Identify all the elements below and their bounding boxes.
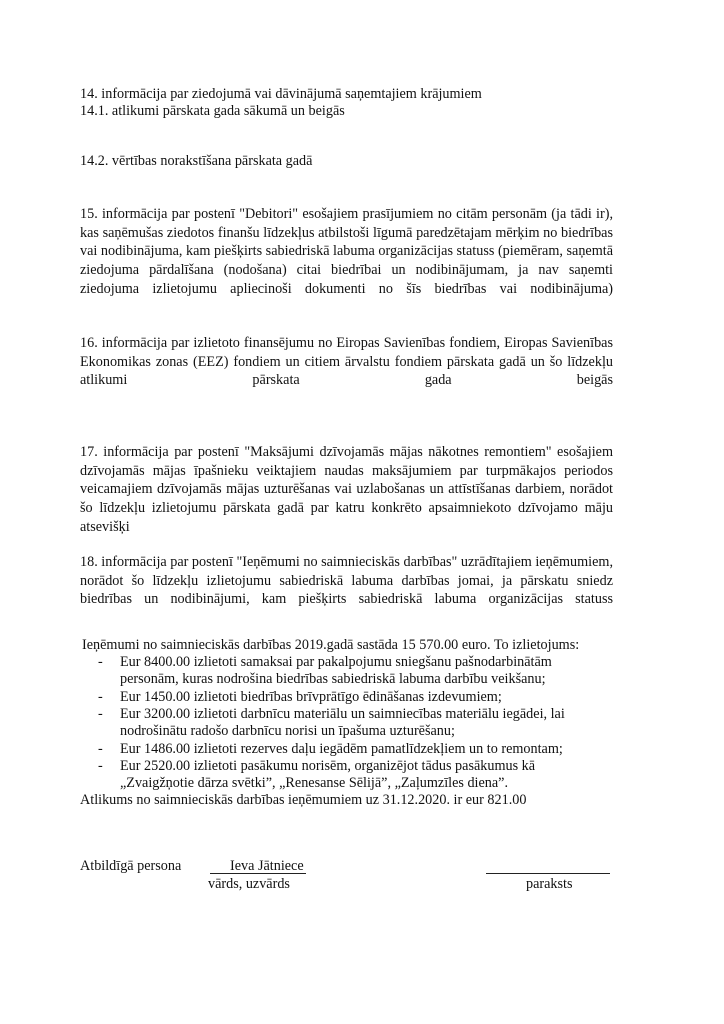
name-caption: vārds, uzvārds — [208, 876, 290, 892]
list-item-continuation: „Zvaigžņotie dārza svētki”, „Renesanse Sēlijā”, „Zaļumzīles diena”. — [120, 775, 509, 791]
signature-line — [486, 873, 610, 874]
section-14-title: 14. informācija par ziedojumā vai dāvinājumā saņemtajiem krājumiem — [80, 86, 482, 102]
list-item-continuation: personām, kuras nodrošina biedrības sabiedriskā labuma darbību veikšanu; — [120, 671, 546, 687]
section-15-text: 15. informācija par postenī "Debitori" esošajiem prasījumiem no citām personām (ja tādi ir), kas saņēmušas ziedotos finanšu līdzekļus atbilstoši līgumā paredzētajam mērķim no biedrības vai nodibinājuma, kam piešķirts sabiedriskā labuma organizācijas statuss (piemēram, saņemtā ziedojuma pārdalīšana (nodošana) citai biedrībai un nodibinājumam, ja nav saņemti ziedojuma izlietojumu apliecinoši dokumenti no šīs biedrības vai nodibinājuma) — [80, 206, 613, 297]
responsible-person-name: Ieva Jātniece — [230, 858, 304, 874]
income-intro: Ieņēmumi no saimnieciskās darbības 2019.gadā sastāda 15 570.00 euro. To izlietojums: — [82, 637, 580, 653]
list-item: Eur 1450.00 izlietoti biedrības brīvprātīgo ēdināšanas izdevumiem; — [120, 689, 502, 705]
list-item: Eur 8400.00 izlietoti samaksai par pakalpojumu sniegšanu pašnodarbinātām — [120, 654, 552, 670]
signature-caption: paraksts — [526, 876, 573, 892]
list-dash: - — [98, 758, 103, 774]
list-dash: - — [98, 654, 103, 670]
section-14-1-heading: 14.1. atlikumi pārskata gada sākumā un beigās — [80, 103, 345, 119]
list-dash: - — [98, 706, 103, 722]
list-item: Eur 1486.00 izlietoti rezerves daļu iegādēm pamatlīdzekļiem un to remontam; — [120, 741, 563, 757]
income-balance: Atlikums no saimnieciskās darbības ieņēmumiem uz 31.12.2020. ir eur 821.00 — [80, 792, 527, 808]
section-14-2-heading: 14.2. vērtības norakstīšana pārskata gadā — [80, 153, 313, 169]
responsible-person-label: Atbildīgā persona — [80, 858, 182, 874]
list-dash: - — [98, 689, 103, 705]
list-dash: - — [98, 741, 103, 757]
section-17-text: 17. informācija par postenī "Maksājumi dzīvojamās mājas nākotnes remontiem" esošajiem dzīvojamās mājas īpašnieku veiktajiem naudas maksājumiem par turpmākajos periodos veicamajiem dzīvojamās mājas uzturēšanas vai uzlabošanas un attīstīšanas darbiem, norādot šo līdzekļu izlietojumu pārskata gadā par katru konkrēto apsaimniekoto dzīvojamo māju atsevišķi — [80, 444, 613, 535]
list-item: Eur 3200.00 izlietoti darbnīcu materiālu un saimniecības materiālu iegādei, lai — [120, 706, 565, 722]
list-item: Eur 2520.00 izlietoti pasākumu norisēm, organizējot tādus pasākumus kā — [120, 758, 536, 774]
section-18-text: 18. informācija par postenī "Ieņēmumi no saimnieciskās darbības" uzrādītajiem ieņēmumiem, norādot šo līdzekļu izlietojumu sabiedriskā labuma darbības jomai, ja pārskatu sniedz biedrības un nodibinājumi, kam piešķirts sabiedriskā labuma organizācijas statuss — [80, 554, 613, 608]
section-16-text: 16. informācija par izlietoto finansējumu no Eiropas Savienības fondiem, Eiropas Savienības Ekonomikas zonas (EEZ) fondiem un citiem ārvalstu fondiem pārskata gadā un šo līdzekļu atlikumi pārskata gada beigās — [80, 335, 613, 389]
list-item-continuation: nodrošinātu radošo darbnīcu norisi un īpašuma uzturēšanu; — [120, 723, 455, 739]
